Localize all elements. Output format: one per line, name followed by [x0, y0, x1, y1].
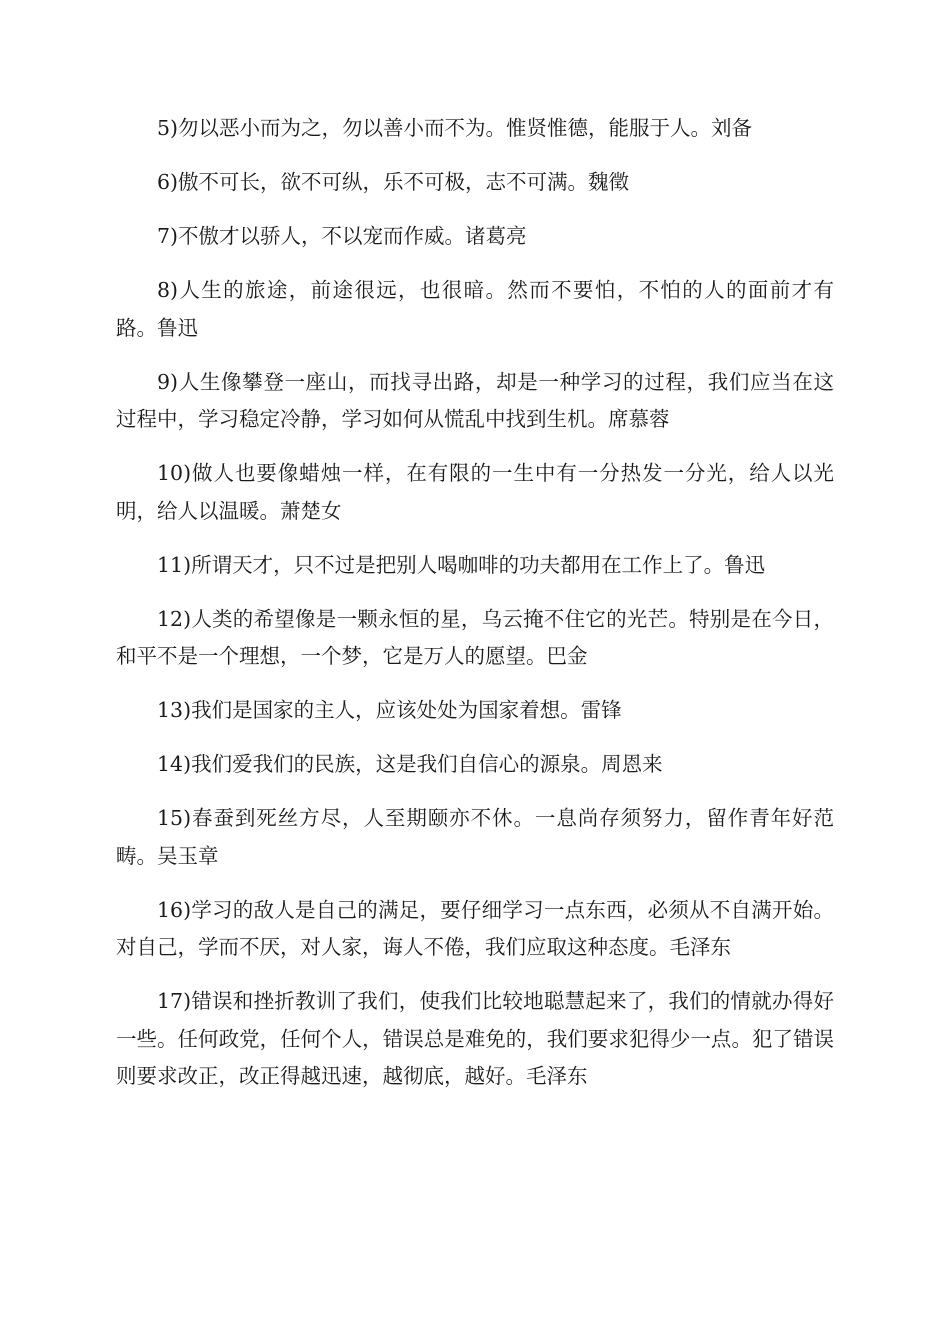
quote-paragraph-5: 5)勿以恶小而为之，勿以善小而不为。惟贤惟德，能服于人。刘备 — [157, 116, 753, 140]
quote-paragraph-9: 9)人生像攀登一座山，而找寻出路，却是一种学习的过程，我们应当在这过程中，学习稳定冷静，学习如何从慌乱中找到生机。席慕蓉 — [116, 369, 834, 431]
quote-paragraph-16: 16)学习的敌人是自己的满足，要仔细学习一点东西，必须从不自满开始。对自己，学而不厌，对人家，诲人不倦，我们应取这种态度。毛泽东 — [116, 897, 834, 959]
quote-paragraph-14: 14)我们爱我们的民族，这是我们自信心的源泉。周恩来 — [157, 752, 663, 776]
quote-paragraph-12: 12)人类的希望像是一颗永恒的星，乌云掩不住它的光芒。特别是在今日，和平不是一个理想，一个梦，它是万人的愿望。巴金 — [116, 606, 834, 668]
quote-paragraph-10: 10)做人也要像蜡烛一样，在有限的一生中有一分热发一分光，给人以光明，给人以温暖。萧楚女 — [116, 461, 834, 523]
document-page — [116, 110, 834, 1112]
quote-paragraph-6: 6)傲不可长，欲不可纵，乐不可极，志不可满。魏徵 — [157, 170, 630, 194]
quote-paragraph-15: 15)春蚕到死丝方尽，人至期颐亦不休。一息尚存须努力，留作青年好范畴。吴玉章 — [116, 806, 834, 868]
quote-paragraph-7: 7)不傲才以骄人，不以宠而作威。诸葛亮 — [157, 224, 527, 248]
quote-paragraph-13: 13)我们是国家的主人，应该处处为国家着想。雷锋 — [157, 698, 622, 722]
quote-paragraph-8: 8)人生的旅途，前途很远，也很暗。然而不要怕，不怕的人的面前才有路。鲁迅 — [116, 278, 834, 340]
quote-paragraph-17: 17)错误和挫折教训了我们，使我们比较地聪慧起来了，我们的情就办得好一些。任何政党，任何个人，错误总是难免的，我们要求犯得少一点。犯了错误则要求改正，改正得越迅速，越彻底，越好。毛泽东 — [116, 989, 834, 1088]
quote-paragraph-11: 11)所谓天才，只不过是把别人喝咖啡的功夫都用在工作上了。鲁迅 — [157, 552, 766, 577]
